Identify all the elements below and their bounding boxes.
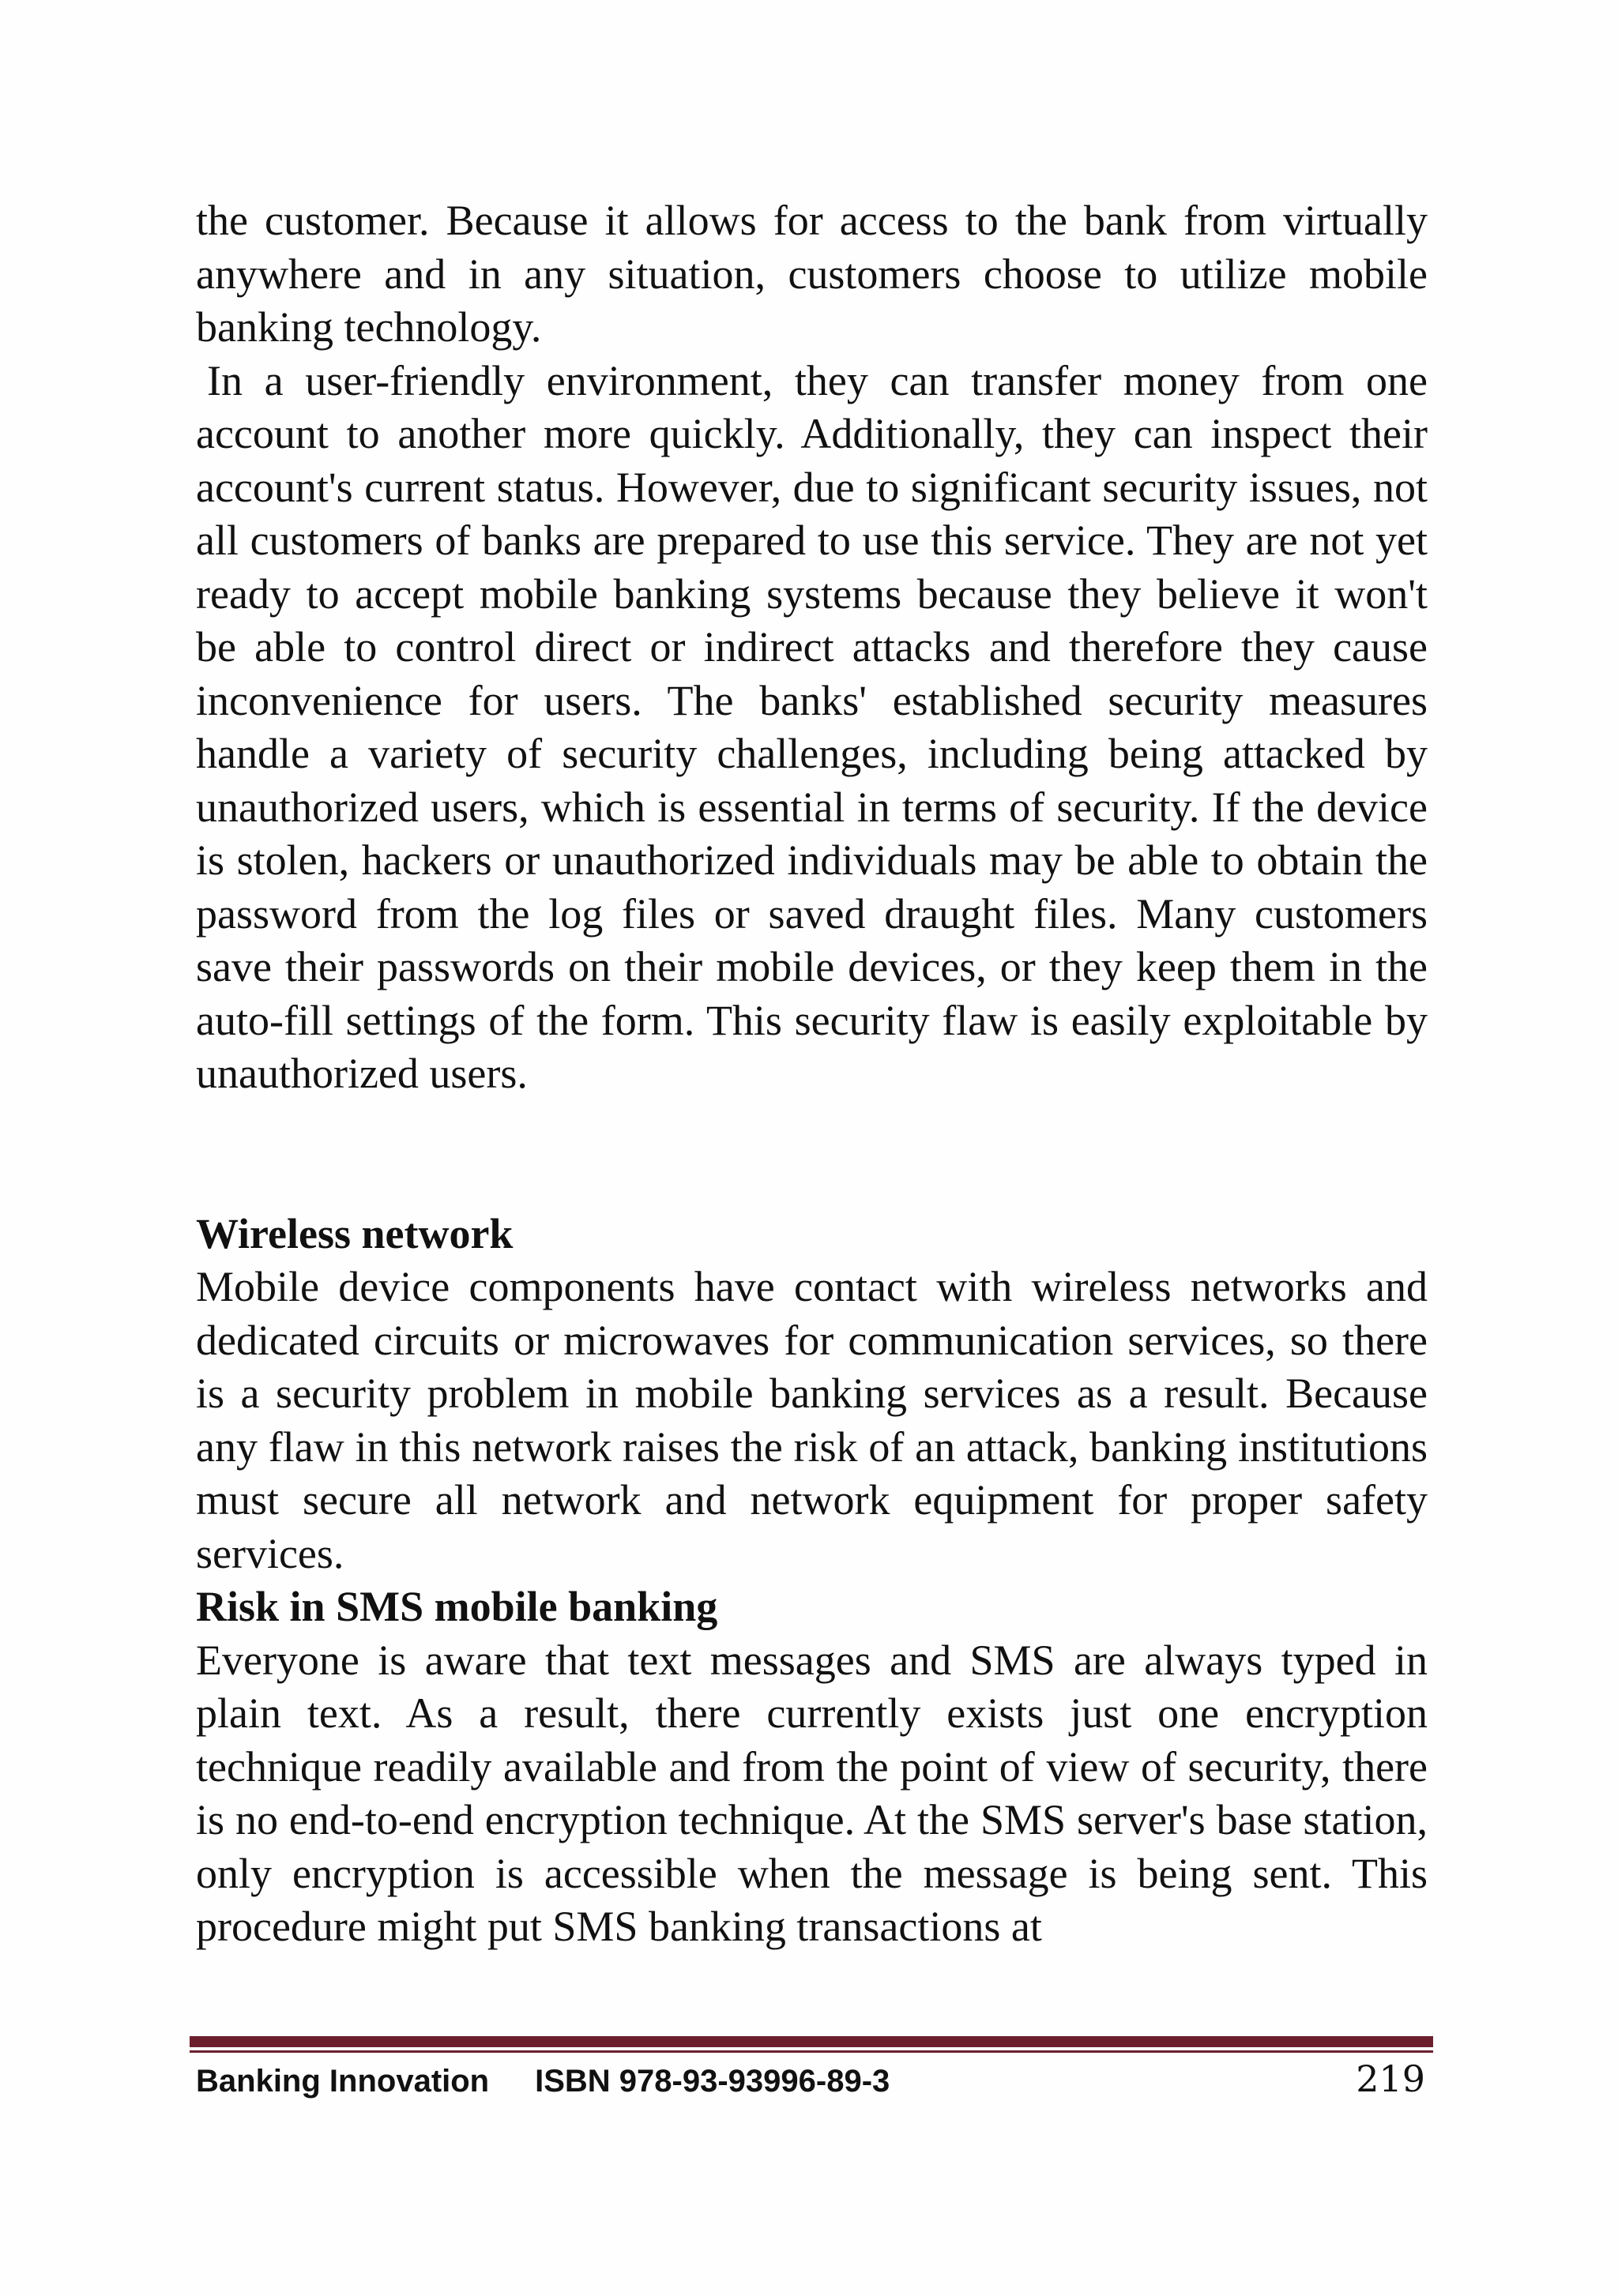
page-number: 219 [1356,2057,1425,2100]
footer-rule-thick [190,2036,1433,2047]
footer-book-info [196,2064,890,2099]
page-body [196,194,1428,1954]
section-gap [196,1101,1428,1208]
footer-book-title: Banking Innovation [196,2064,490,2099]
footer-isbn: ISBN 978-93-93996-89-3 [535,2064,890,2099]
page-footer [190,2036,1433,2108]
heading-sms-risk: Risk in SMS mobile banking [196,1583,718,1630]
body-paragraph-2: In a user-friendly environment, they can transfer money from one account to another more quickly. Additionally, they can inspect their account's current status. However, due to significant security issues, not all customers of banks are prepared to use this service. They are not yet ready to accept mobile banking systems because they believe it won't be able to control direct or indirect attacks and therefore they cause inconvenience for users. The banks' established security measures handle a variety of security challenges, including being attacked by unauthorized users, which is essential in terms of security. If the device is stolen, hackers or unauthorized individuals may be able to obtain the password from the log files or saved draught files. Many customers save their passwords on their mobile devices, or they keep them in the auto-fill settings of the form. This security flaw is easily exploitable by unauthorized users. [196,356,1428,1097]
heading-wireless-network: Wireless network [196,1209,514,1257]
body-paragraph-wireless: Mobile device components have contact with wireless networks and dedicated circuits or microwaves for communication services, so there is a security problem in mobile banking services as a result. Because any flaw in this network raises the risk of an attack, banking institutions must secure all network and network equipment for proper safety services. [196,1263,1428,1577]
body-paragraph-sms: Everyone is aware that text messages and SMS are always typed in plain text. As a result, there currently exists just one encryption technique readily available and from the point of view of security, there is no end-to-end encryption technique. At the SMS server's base station, only encryption is accessible when the message is being sent. This procedure might put SMS banking transactions at [196,1636,1428,1950]
body-paragraph-1: the customer. Because it allows for access to the bank from virtually anywhere and in any situation, customers choose to utilize mobile banking technology. [196,197,1428,351]
footer-row [190,2053,1433,2108]
